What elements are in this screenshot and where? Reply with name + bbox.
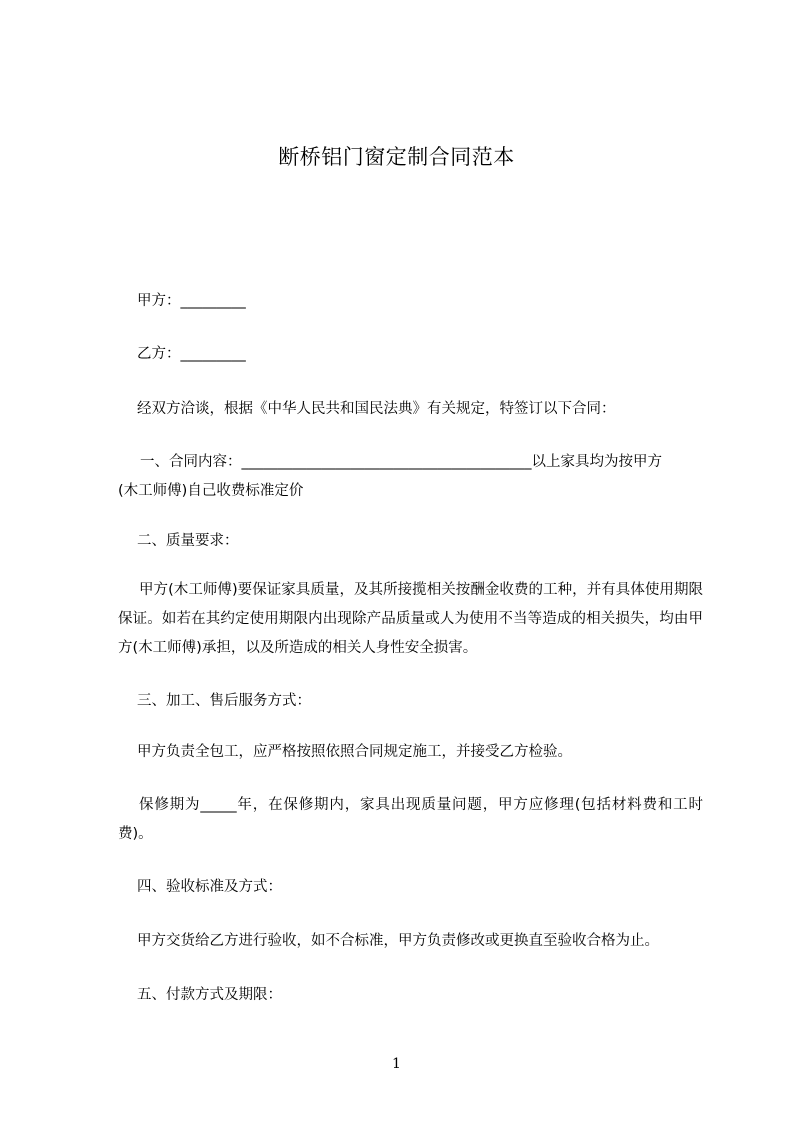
section3-body: 甲方负责全包工，应严格按照依照合同规定施工，并接受乙方检验。 [137,744,572,760]
section2-heading: 二、质量要求： [137,533,239,549]
section3-heading: 三、加工、售后服务方式： [137,693,311,709]
section5-heading: 五、付款方式及期限： [137,987,282,1003]
party-a-line: 甲方：_________ [137,293,246,309]
section1-line2: (木工师傅)自己收费标准定价 [118,483,304,499]
party-b-line: 乙方：_________ [137,346,246,362]
page-number: 1 [392,1056,401,1072]
section4-heading: 四、验收标准及方式： [137,879,282,895]
section4-body: 甲方交货给乙方进行验收，如不合标准，甲方负责修改或更换直至验收合格为止。 [137,933,659,949]
preamble-text: 经双方洽谈，根据《中华人民共和国民法典》有关规定，特签订以下合同： [137,401,616,417]
section2-body: 甲方(木工师傅)要保证家具质量，及其所接揽相关按酬金收费的工种，并有具体使用期限保证。如若在其约定使用期限内出现除产品质量或人为使用不当等造成的相关损失，均由甲方(木工师傅)承担，以及所造成的相关人身性安全损害。 [118,582,703,656]
section1-line1: 一、合同内容：________________________________________以上家具均为按甲方 [140,454,662,470]
document-title: 断桥铝门窗定制合同范本 [278,145,515,169]
section3-warranty: 保修期为_____年，在保修期内，家具出现质量问题，甲方应修理(包括材料费和工时费)。 [118,797,703,842]
